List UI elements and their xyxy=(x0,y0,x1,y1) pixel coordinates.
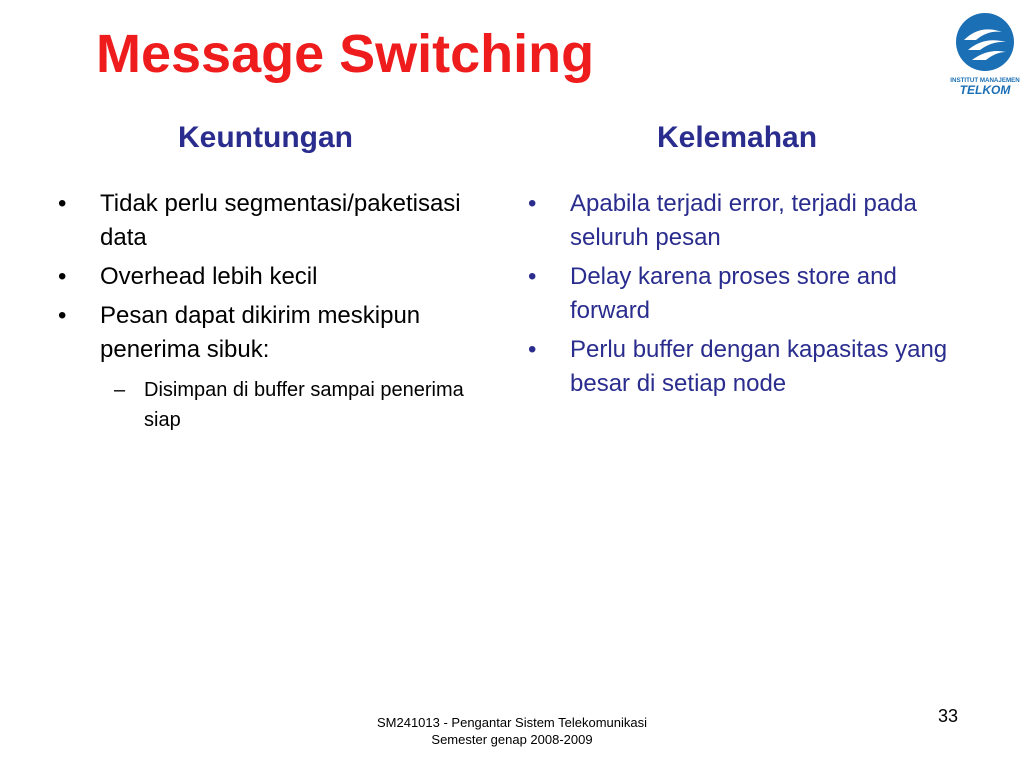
list-item xyxy=(528,333,968,401)
disadvantages-list xyxy=(528,187,968,406)
slide-title: Message Switching xyxy=(96,24,595,84)
list-item xyxy=(58,187,498,255)
sub-list-item xyxy=(100,375,498,435)
bullet-icon: • xyxy=(58,190,67,217)
footer-course: SM241013 - Pengantar Sistem Telekomunikasi xyxy=(376,715,648,730)
svg-text:TELKOM: TELKOM xyxy=(959,83,1011,97)
disadvantages-heading: Kelemahan xyxy=(657,121,818,154)
bullet-icon: • xyxy=(528,263,537,290)
list-item xyxy=(528,187,968,255)
bullet-icon: • xyxy=(58,302,67,329)
list-item xyxy=(58,260,498,294)
list-item-text: Apabila terjadi error, terjadi pada seluruh pesan xyxy=(570,190,917,251)
list-item-text: Pesan dapat dikirim meskipun penerima sibuk: xyxy=(100,302,421,363)
slide-footer xyxy=(312,714,712,748)
sub-list-item-text: Disimpan di buffer sampai penerima siap xyxy=(144,379,464,431)
page-number: 33 xyxy=(938,706,959,726)
svg-text:INSTITUT MANAJEMEN: INSTITUT MANAJEMEN xyxy=(950,77,1020,84)
footer-semester: Semester genap 2008-2009 xyxy=(431,732,593,747)
list-item xyxy=(58,299,498,435)
sub-list xyxy=(100,375,498,435)
bullet-icon: • xyxy=(528,336,537,363)
telkom-logo xyxy=(950,10,1020,98)
dash-icon: – xyxy=(114,379,126,401)
list-item-text: Overhead lebih kecil xyxy=(100,263,318,290)
bullet-icon: • xyxy=(58,263,67,290)
advantages-heading: Keuntungan xyxy=(178,121,353,154)
list-item-text: Tidak perlu segmentasi/paketisasi data xyxy=(100,190,461,251)
bullet-icon: • xyxy=(528,190,537,217)
list-item-text: Delay karena proses store and forward xyxy=(570,263,897,324)
advantages-list xyxy=(58,187,498,440)
list-item-text: Perlu buffer dengan kapasitas yang besar di setiap node xyxy=(570,336,948,397)
list-item xyxy=(528,260,968,328)
